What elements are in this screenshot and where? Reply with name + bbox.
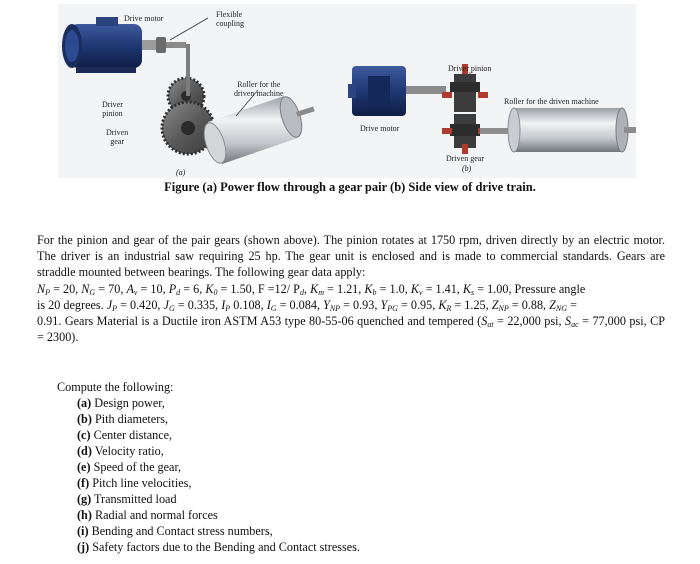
task-item: (a) Design power,	[77, 396, 165, 410]
label-drive-motor-a: Drive motor	[124, 14, 164, 23]
figure-caption: Figure (a) Power flow through a gear pair (b) Side view of drive train.	[164, 180, 536, 194]
label-driver-pinion-a: Driver pinion	[102, 100, 123, 118]
problem-intro: For the pinion and gear of the pair gears (shown above). The pinion rotates at 1750 rpm, driven directly by an electric motor. The driver is an industrial saw requiring 25 hp. The gear unit is enclosed and is made to commercial standards. Gears are straddle mounted between bearings. The following gear data apply:	[37, 233, 665, 280]
task-item: (f) Pitch line velocities,	[77, 476, 192, 490]
drive-motor-a	[62, 17, 166, 73]
task-item: (i) Bending and Contact stress numbers,	[77, 524, 273, 538]
gear-data-line-2: is 20 degrees. $J_P = 0.420$, $J_G = 0.335$, $I_P$ 0.108, $I_G = 0.084$, $Y_{NP} = 0.93$, $Y_{PG} = 0.95$, $K_R = 1.25$, $Z_{NP} = 0.88$, $Z_{NG}$ =	[37, 297, 577, 313]
label-driven-gear-b: Driven gear	[446, 154, 484, 163]
task-item: (h) Radial and normal forces	[77, 508, 218, 522]
drive-motor-b	[348, 66, 446, 116]
label-sub-a: (a)	[176, 168, 186, 177]
label-sub-b: (b)	[462, 164, 472, 173]
gear-pair-b	[442, 64, 488, 154]
task-item: (g) Transmitted load	[77, 492, 177, 506]
task-item: (b) Pith diameters,	[77, 412, 169, 426]
drive-train-figure	[58, 4, 636, 178]
roller-a	[200, 94, 315, 166]
task-list	[57, 379, 360, 555]
task-item: (j) Safety factors due to the Bending and Contact stresses.	[77, 540, 360, 554]
label-driven-gear-a: Driven gear	[106, 128, 129, 146]
label-driver-pinion-b: Driver pinion	[448, 64, 492, 73]
label-flexible-coupling: Flexible coupling	[216, 10, 244, 28]
gear-data-line-3: 0.91. Gears Material is a Ductile iron ASTM A53 type 80-55-06 quenched and tempered ($S_{at} = 22,000$ psi, $S_{ac} = 77,000$ psi, CP = 2300).	[37, 314, 666, 345]
label-drive-motor-b: Drive motor	[360, 124, 400, 133]
label-roller-a: Roller for the driven machine	[234, 80, 284, 98]
task-heading: Compute the following:	[57, 380, 174, 394]
label-roller-b: Roller for the driven machine	[504, 97, 599, 106]
task-item: (c) Center distance,	[77, 428, 173, 442]
task-item: (e) Speed of the gear,	[77, 460, 182, 474]
problem-statement	[37, 232, 665, 345]
task-item: (d) Velocity ratio,	[77, 444, 164, 458]
drive-train-illustration	[58, 4, 636, 178]
roller-b	[480, 108, 636, 152]
gear-data-line-1: $N_P = 20$, $N_G = 70$, $A_v = 10$, $P_d = 6$, $K_0 = 1.50$, F =12/ $P_d$, $K_m = 1.21$, $K_b = 1.0$, $K_v = 1.41$, $K_s = 1.00$, Pressure angle	[37, 281, 586, 297]
